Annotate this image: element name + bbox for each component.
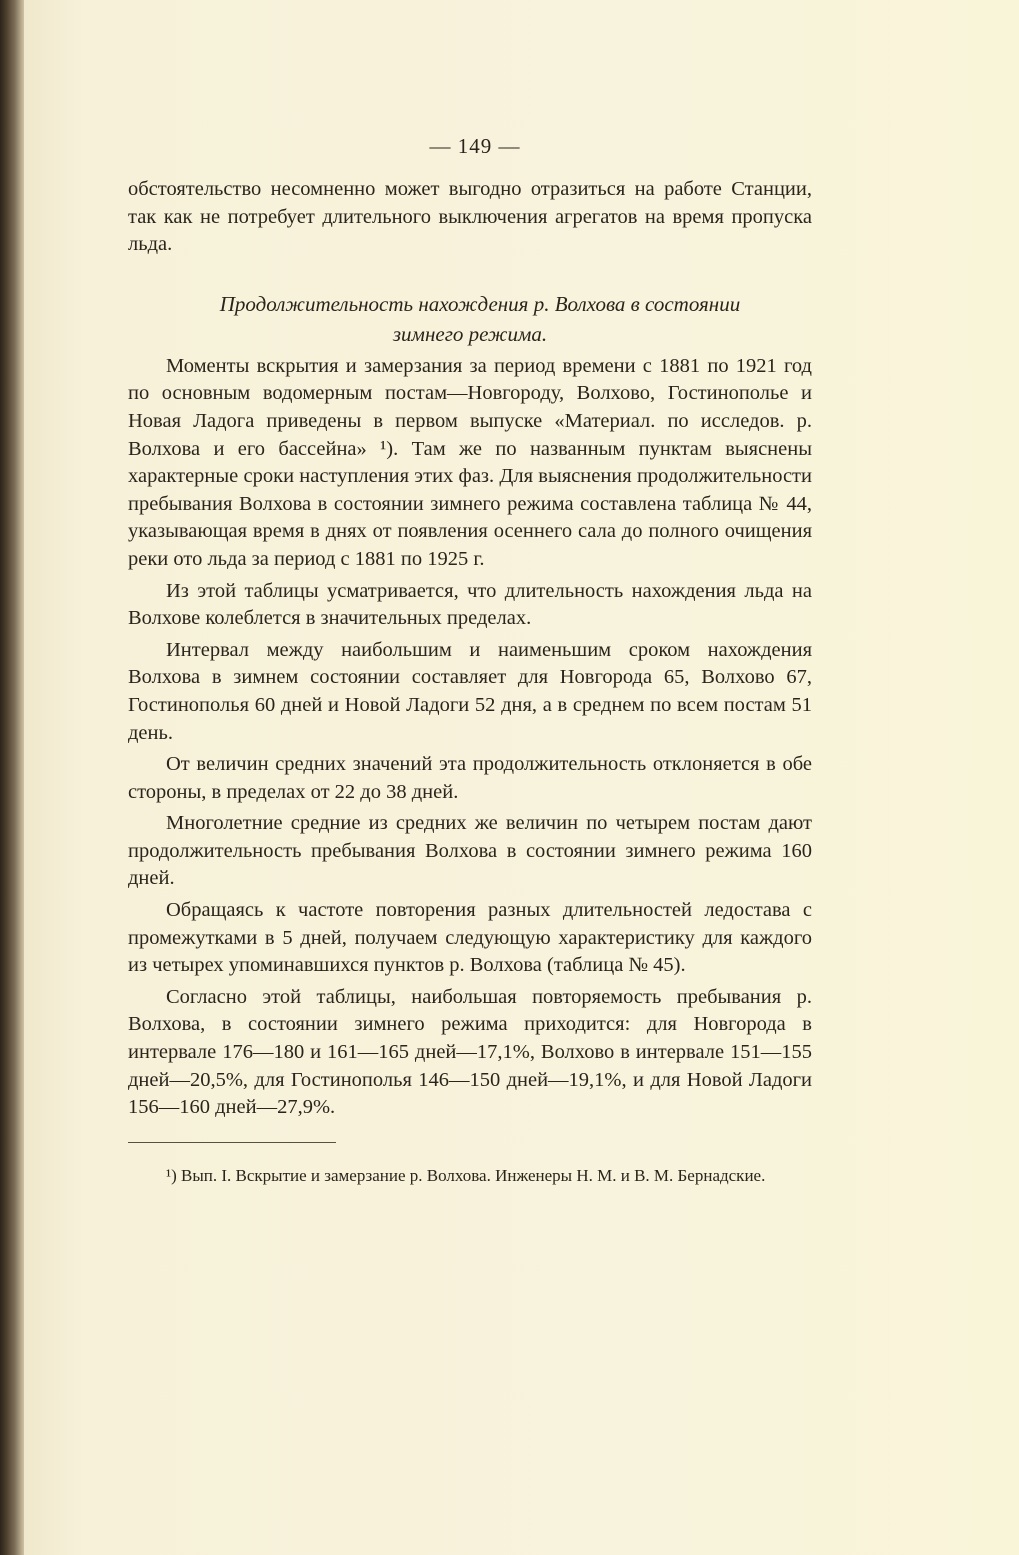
section-heading-line-1: Продолжительность нахождения р. Волхова в состоянии xyxy=(219,291,741,316)
section-heading xyxy=(128,289,812,349)
paragraph-table-observation: Из этой таблицы усматривается, что длительность нахождения льда на Волхове колеблется в значительных пределах. xyxy=(128,579,812,630)
page-number: — 149 — xyxy=(429,134,521,158)
footnote: ¹) Вып. I. Вскрытие и замерзание р. Волхова. Инженеры Н. М. и В. М. Бернадские. xyxy=(166,1165,766,1185)
book-page xyxy=(24,0,1019,1555)
intro-paragraph: обстоятельство несомненно может выгодно отразиться на работе Станции, так как не потребует длительного выключения агрегатов на время пропуска льда. xyxy=(128,178,812,256)
paragraph-interval: Интервал между наибольшим и наименьшим сроком нахождения Волхова в зимнем состоянии составляет для Новгорода 65, Волхово 67, Гостинополья 60 дней и Новой Ладоги 52 дня, а в среднем по всем постам 51 день. xyxy=(128,638,812,744)
footnote-divider xyxy=(128,1142,336,1143)
paragraph-repeatability: Согласно этой таблицы, наибольшая повторяемость пребывания р. Волхова, в состоянии зимнего режима приходится: для Новгорода в интервале 176—180 и 161—165 дней—17,1%, Волхово в интервале 151—155 дней—20,5%, для Гостинополья 146—150 дней—19,1%, и для Новой Ладоги 156—160 дней—27,9%. xyxy=(128,985,812,1119)
paragraph-frequency: Обращаясь к частоте повторения разных длительностей ледостава с промежутками в 5 дней, получаем следующую характеристику для каждого из четырех упоминавшихся пунктов р. Волхова (таблица № 45). xyxy=(128,899,812,977)
paragraph-deviation: От величин средних значений эта продолжительность отклоняется в обе стороны, в пределах от 22 до 38 дней. xyxy=(128,753,812,803)
book-spine-shadow xyxy=(0,0,24,1555)
paragraph-moments: Моменты вскрытия и замерзания за период времени с 1881 по 1921 год по основным водомерным постам—Новгороду, Волхово, Гостинополье и Новая Ладога приведены в первом выпуске «Материал. по исследов. р. Волхова и его бассейна» ¹). Там же по названным пунктам выяснены характерные сроки наступления этих фаз. Для выяснения продолжительности пребывания Волхова в состоянии зимнего режима составлена таблица № 44, указывающая время в днях от появления осеннего сала до полного очищения реки ото льда за период с 1881 по 1925 г. xyxy=(128,354,812,570)
section-heading-line-2: зимнего режима. xyxy=(392,321,548,346)
paragraph-long-term-average: Многолетние средние из средних же величин по четырем постам дают продолжительность пребывания Волхова в состоянии зимнего режима 160 дней. xyxy=(128,812,812,890)
page-content xyxy=(128,134,812,1187)
